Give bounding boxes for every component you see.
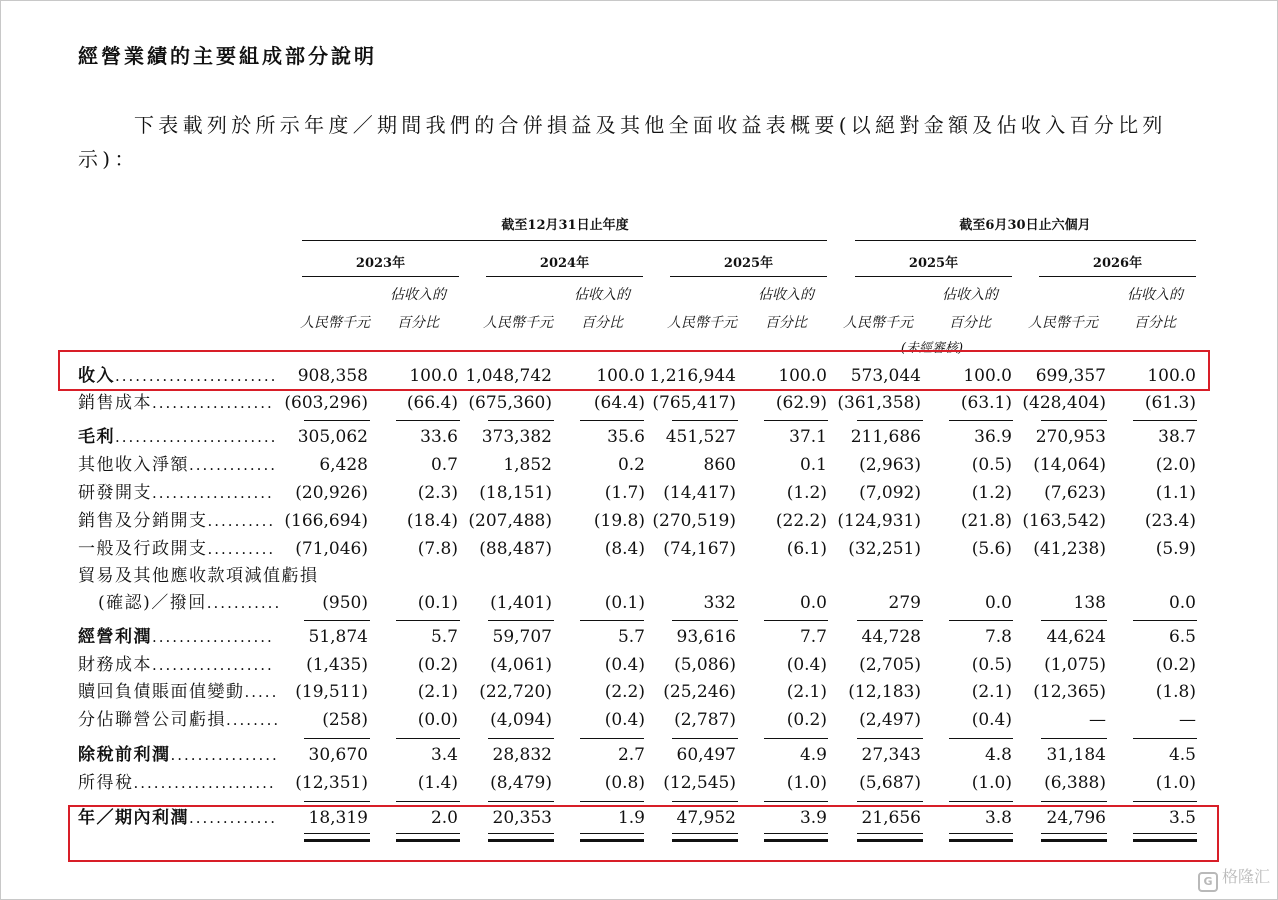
period-header: 2026年 [1092, 256, 1143, 271]
row-label [78, 653, 274, 677]
percent-cell: 33.6 [420, 427, 458, 447]
amount-cell: 270,953 [1035, 427, 1106, 447]
percent-cell: (23.4) [1144, 511, 1196, 531]
row-label-text: 其他收入淨額 [78, 455, 189, 475]
percent-cell: (1.1) [1155, 483, 1196, 503]
percent-cell: 5.7 [430, 627, 458, 647]
amount-cell: (2,705) [859, 655, 921, 675]
percent-cell: (0.4) [971, 710, 1012, 730]
subtotal-rule [396, 801, 460, 802]
col-head-pct: 佔收入的 百分比 [1127, 287, 1183, 331]
percent-cell: 4.5 [1168, 745, 1196, 765]
period-header: 2025年 [908, 256, 959, 271]
amount-cell: (32,251) [848, 539, 921, 559]
subtotal-rule [764, 738, 828, 739]
amount-cell: (124,931) [837, 511, 921, 531]
amount-cell: (270,519) [652, 511, 736, 531]
subtotal-rule [949, 801, 1013, 802]
amount-cell: 20,353 [492, 808, 552, 828]
amount-cell: 138 [1073, 593, 1106, 613]
amount-cell: (428,404) [1022, 393, 1106, 413]
amount-cell: 31,184 [1046, 745, 1106, 765]
intro-paragraph: 下表載列於所示年度／期間我們的合併損益及其他全面收益表概要(以絕對金額及佔收入百分比列示)： [78, 113, 1167, 171]
percent-cell: (0.4) [604, 710, 645, 730]
col-head-pct: 佔收入的 百分比 [942, 287, 998, 331]
subtotal-rule [1041, 620, 1107, 621]
percent-cell: (1.0) [971, 773, 1012, 793]
amount-cell: (4,061) [490, 655, 552, 675]
subtotal-rule [764, 620, 828, 621]
percent-cell: (1.7) [604, 483, 645, 503]
amount-cell: 28,832 [492, 745, 552, 765]
subtotal-rule [857, 420, 923, 421]
row-label [78, 391, 274, 415]
amount-cell: (207,488) [468, 511, 552, 531]
subtotal-rule [672, 620, 738, 621]
amount-cell: (5,086) [674, 655, 736, 675]
percent-cell: (2.1) [417, 682, 458, 702]
amount-cell: (258) [322, 710, 368, 730]
percent-cell: (0.1) [604, 593, 645, 613]
subtotal-rule [949, 620, 1013, 621]
percent-cell: (1.8) [1155, 682, 1196, 702]
amount-cell: 908,358 [297, 366, 368, 386]
group-title-year: 截至12月31日止年度 [501, 218, 629, 233]
amount-cell: 60,497 [676, 745, 736, 765]
amount-cell: 24,796 [1046, 808, 1106, 828]
subtotal-rule [1133, 420, 1197, 421]
percent-cell: 35.6 [607, 427, 645, 447]
amount-cell: (603,296) [284, 393, 368, 413]
percent-cell: (5.9) [1155, 539, 1196, 559]
subtotal-rule [857, 620, 923, 621]
amount-cell: 573,044 [850, 366, 921, 386]
row-label [78, 537, 275, 561]
row-label-text: 贖回負債賬面值變動 [78, 682, 245, 702]
row-label [78, 680, 278, 704]
percent-cell: (2.3) [417, 483, 458, 503]
percent-cell: 3.8 [984, 808, 1012, 828]
percent-cell: (8.4) [604, 539, 645, 559]
percent-cell: 38.7 [1158, 427, 1196, 447]
amount-cell: 47,952 [676, 808, 736, 828]
dot-leader: .......... [207, 512, 276, 530]
percent-cell: 4.8 [984, 745, 1012, 765]
subtotal-rule [488, 738, 554, 739]
percent-cell: (62.9) [775, 393, 827, 413]
amount-cell: (2,497) [859, 710, 921, 730]
percent-cell: (0.2) [786, 710, 827, 730]
period-header: 2024年 [539, 256, 590, 271]
amount-cell: (12,545) [663, 773, 736, 793]
subtotal-rule [488, 620, 554, 621]
subtotal-rule [764, 801, 828, 802]
percent-cell: (0.5) [971, 655, 1012, 675]
row-label [78, 625, 274, 649]
amount-cell: 1,852 [503, 455, 552, 475]
percent-cell: (2.0) [1155, 455, 1196, 475]
percent-cell: 0.7 [430, 455, 458, 475]
amount-cell: (74,167) [663, 539, 736, 559]
amount-cell: (12,183) [848, 682, 921, 702]
col-head-amount: 人民幣千元 [667, 315, 737, 331]
amount-cell: 21,656 [861, 808, 921, 828]
subtotal-rule [396, 738, 460, 739]
col-head-pct: 佔收入的 百分比 [574, 287, 630, 331]
period-rule [670, 276, 827, 277]
percent-cell: 7.8 [984, 627, 1012, 647]
subtotal-rule [857, 801, 923, 802]
subtotal-rule [672, 420, 738, 421]
dot-leader: ..................... [133, 774, 276, 792]
row-label-text: 財務成本 [78, 655, 152, 675]
dot-leader: .................. [152, 394, 274, 412]
amount-cell: 332 [703, 593, 736, 613]
amount-cell: (2,963) [859, 455, 921, 475]
subtotal-rule [1133, 620, 1197, 621]
col-head-pct: 佔收入的 百分比 [390, 287, 446, 331]
percent-cell: 100.0 [409, 366, 458, 386]
dot-leader: ............. [189, 809, 277, 827]
subtotal-rule [1041, 801, 1107, 802]
row-label-text: 研發開支 [78, 483, 152, 503]
amount-cell: (7,623) [1044, 483, 1106, 503]
amount-cell: 279 [888, 593, 921, 613]
amount-cell: (18,151) [479, 483, 552, 503]
percent-cell: (21.8) [960, 511, 1012, 531]
amount-cell: 30,670 [308, 745, 368, 765]
subtotal-rule [580, 420, 644, 421]
subtotal-rule [1133, 801, 1197, 802]
percent-cell: (1.0) [786, 773, 827, 793]
amount-cell: 27,343 [861, 745, 921, 765]
amount-cell: (5,687) [859, 773, 921, 793]
subtotal-rule [304, 738, 370, 739]
amount-cell: (166,694) [284, 511, 368, 531]
dot-leader: ................ [170, 746, 279, 764]
percent-cell: 0.0 [1168, 593, 1196, 613]
row-label [78, 425, 277, 449]
percent-cell: (6.1) [786, 539, 827, 559]
row-label-text: 分佔聯營公司虧損 [78, 710, 226, 730]
percent-cell: (1.0) [1155, 773, 1196, 793]
amount-cell: 305,062 [297, 427, 368, 447]
percent-cell: (0.4) [604, 655, 645, 675]
row-label-text: 年／期內利潤 [78, 808, 189, 828]
col-head-pct: 佔收入的 百分比 [758, 287, 814, 331]
subtotal-rule [488, 801, 554, 802]
dot-leader: .......... [207, 540, 276, 558]
percent-cell: (1.2) [971, 483, 1012, 503]
percent-cell: 100.0 [596, 366, 645, 386]
subtotal-rule [857, 738, 923, 739]
dot-leader: ............. [189, 456, 277, 474]
amount-cell: 373,382 [481, 427, 552, 447]
period-header: 2023年 [355, 256, 406, 271]
row-label-text: 貿易及其他應收款項減值虧損 [78, 566, 319, 586]
row-label [78, 453, 277, 477]
percent-cell: 5.7 [617, 627, 645, 647]
period-rule [302, 276, 459, 277]
subtotal-rule [764, 420, 828, 421]
percent-cell: (0.1) [417, 593, 458, 613]
row-label [78, 708, 280, 732]
amount-cell: 59,707 [492, 627, 552, 647]
amount-cell: (41,238) [1033, 539, 1106, 559]
amount-cell: 1,216,944 [649, 366, 736, 386]
amount-cell: 451,527 [665, 427, 736, 447]
group-rule-sixmonths [855, 240, 1196, 241]
subtotal-rule [304, 620, 370, 621]
percent-cell: 1.9 [617, 808, 645, 828]
subtotal-rule [672, 801, 738, 802]
section-heading: 經營業績的主要組成部分說明 [78, 44, 377, 68]
subtotal-rule [949, 738, 1013, 739]
amount-cell: (1,401) [490, 593, 552, 613]
percent-cell: (64.4) [593, 393, 645, 413]
row-label-text: 銷售成本 [78, 393, 152, 413]
watermark [1198, 864, 1270, 892]
amount-cell: (19,511) [295, 682, 368, 702]
amount-cell: (71,046) [295, 539, 368, 559]
percent-cell: 6.5 [1168, 627, 1196, 647]
amount-cell: (675,360) [468, 393, 552, 413]
row-label-text: 除稅前利潤 [78, 745, 171, 765]
percent-cell: 4.9 [799, 745, 827, 765]
logo-icon: G [1198, 872, 1218, 892]
percent-cell: (1.4) [417, 773, 458, 793]
percent-cell: 7.7 [799, 627, 827, 647]
group-title-sixmonths: 截至6月30日止六個月 [959, 218, 1091, 233]
dot-leader: ........ [226, 711, 281, 729]
percent-cell: 2.7 [617, 745, 645, 765]
percent-cell: (0.8) [604, 773, 645, 793]
percent-cell: (1.2) [786, 483, 827, 503]
row-label-text: 收入 [78, 366, 115, 386]
dot-leader: ........................ [115, 367, 278, 385]
amount-cell: (20,926) [295, 483, 368, 503]
row-label-text: 銷售及分銷開支 [78, 511, 208, 531]
subtotal-rule [396, 620, 460, 621]
percent-cell: 100.0 [1147, 366, 1196, 386]
row-label [78, 481, 274, 505]
dot-leader: ........................ [115, 428, 278, 446]
percent-cell: (2.1) [786, 682, 827, 702]
amount-cell: (12,365) [1033, 682, 1106, 702]
amount-cell: 211,686 [850, 427, 921, 447]
percent-cell: (5.6) [971, 539, 1012, 559]
percent-cell: (0.4) [786, 655, 827, 675]
unaudited-note: (未經審核) [900, 341, 964, 356]
amount-cell: (12,351) [295, 773, 368, 793]
amount-cell: (1,075) [1044, 655, 1106, 675]
percent-cell: (0.2) [1155, 655, 1196, 675]
percent-cell: (61.3) [1144, 393, 1196, 413]
subtotal-rule [488, 420, 554, 421]
amount-cell: (6,388) [1044, 773, 1106, 793]
row-label [98, 591, 281, 615]
period-rule [486, 276, 643, 277]
amount-cell: — [1089, 710, 1106, 730]
col-head-amount: 人民幣千元 [300, 315, 370, 331]
subtotal-rule [949, 420, 1013, 421]
row-label [78, 564, 319, 588]
amount-cell: 44,624 [1046, 627, 1106, 647]
amount-cell: (14,064) [1033, 455, 1106, 475]
amount-cell: (4,094) [490, 710, 552, 730]
percent-cell: (7.8) [417, 539, 458, 559]
row-label [78, 509, 275, 533]
percent-cell: 3.9 [799, 808, 827, 828]
amount-cell: (8,479) [490, 773, 552, 793]
subtotal-rule [1041, 738, 1107, 739]
percent-cell: — [1179, 710, 1196, 730]
amount-cell: (22,720) [479, 682, 552, 702]
percent-cell: (19.8) [593, 511, 645, 531]
subtotal-rule [672, 738, 738, 739]
percent-cell: 3.5 [1168, 808, 1196, 828]
dot-leader: ..... [244, 683, 279, 701]
subtotal-rule [580, 801, 644, 802]
percent-cell: 0.0 [799, 593, 827, 613]
percent-cell: 2.0 [430, 808, 458, 828]
row-label [78, 743, 279, 767]
percent-cell: (0.5) [971, 455, 1012, 475]
row-label-text: (確認)／撥回 [98, 593, 207, 613]
highlight-revenue-row [58, 350, 1210, 391]
row-label-text: 一般及行政開支 [78, 539, 208, 559]
row-label-text: 毛利 [78, 427, 115, 447]
col-head-amount: 人民幣千元 [483, 315, 553, 331]
amount-cell: (88,487) [479, 539, 552, 559]
percent-cell: 100.0 [963, 366, 1012, 386]
percent-cell: 37.1 [789, 427, 827, 447]
subtotal-rule [304, 801, 370, 802]
subtotal-rule [1041, 420, 1107, 421]
amount-cell: 860 [703, 455, 736, 475]
percent-cell: (0.0) [417, 710, 458, 730]
period-rule [1039, 276, 1196, 277]
period-header: 2025年 [723, 256, 774, 271]
highlight-profit-row [68, 805, 1219, 862]
row-label-text: 所得稅 [78, 773, 134, 793]
amount-cell: (25,246) [663, 682, 736, 702]
amount-cell: 1,048,742 [465, 366, 552, 386]
amount-cell: 18,319 [308, 808, 368, 828]
percent-cell: 0.2 [617, 455, 645, 475]
percent-cell: 0.0 [984, 593, 1012, 613]
dot-leader: .................. [152, 628, 274, 646]
row-label [78, 771, 276, 795]
period-rule [855, 276, 1012, 277]
subtotal-rule [580, 620, 644, 621]
amount-cell: 44,728 [861, 627, 921, 647]
group-rule-year [302, 240, 827, 241]
subtotal-rule [304, 420, 370, 421]
subtotal-rule [396, 420, 460, 421]
dot-leader: .................. [152, 656, 274, 674]
percent-cell: (63.1) [960, 393, 1012, 413]
row-label-text: 經營利潤 [78, 627, 152, 647]
col-head-amount: 人民幣千元 [843, 315, 913, 331]
amount-cell: 51,874 [308, 627, 368, 647]
percent-cell: (18.4) [406, 511, 458, 531]
amount-cell: 93,616 [676, 627, 736, 647]
amount-cell: 699,357 [1035, 366, 1106, 386]
percent-cell: 3.4 [430, 745, 458, 765]
amount-cell: (1,435) [306, 655, 368, 675]
col-head-amount: 人民幣千元 [1028, 315, 1098, 331]
amount-cell: (2,787) [674, 710, 736, 730]
subtotal-rule [1133, 738, 1197, 739]
amount-cell: (7,092) [859, 483, 921, 503]
dot-leader: .................. [152, 484, 274, 502]
percent-cell: (0.2) [417, 655, 458, 675]
amount-cell: 6,428 [319, 455, 368, 475]
percent-cell: 0.1 [799, 455, 827, 475]
percent-cell: (22.2) [775, 511, 827, 531]
amount-cell: (14,417) [663, 483, 736, 503]
amount-cell: (950) [322, 593, 368, 613]
watermark-text: 格隆汇 [1221, 867, 1270, 886]
percent-cell: 100.0 [778, 366, 827, 386]
percent-cell: 36.9 [974, 427, 1012, 447]
dot-leader: ........... [206, 594, 282, 612]
subtotal-rule [580, 738, 644, 739]
percent-cell: (2.1) [971, 682, 1012, 702]
percent-cell: (2.2) [604, 682, 645, 702]
percent-cell: (66.4) [406, 393, 458, 413]
amount-cell: (163,542) [1022, 511, 1106, 531]
amount-cell: (361,358) [837, 393, 921, 413]
amount-cell: (765,417) [652, 393, 736, 413]
